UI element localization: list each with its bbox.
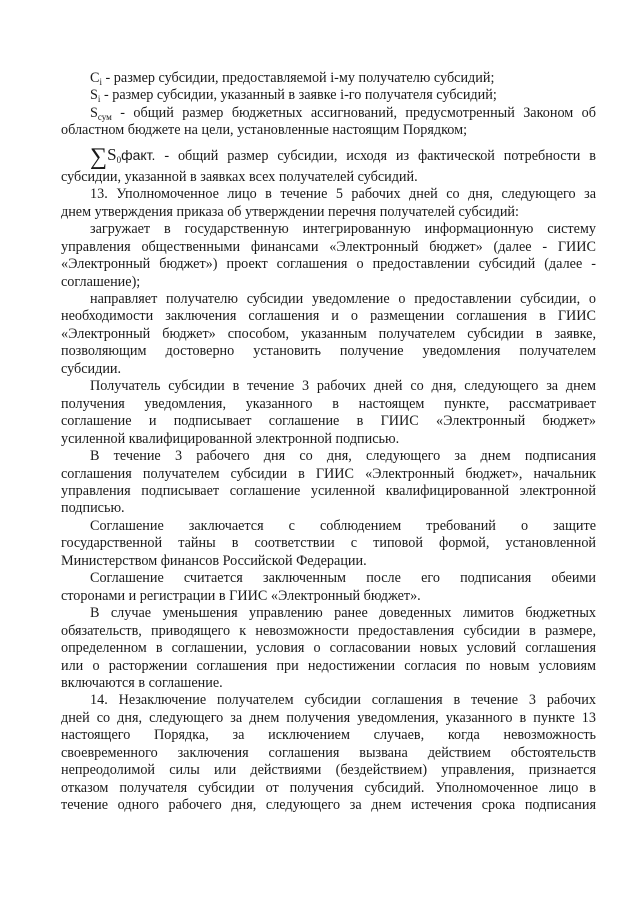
text-line: подписью. (61, 500, 125, 517)
text-line: В течение 3 рабочего дня со дня, следующего за днем подписания (90, 448, 596, 465)
text-line: Соглашение заключается с соблюдением требований о защите (90, 517, 596, 534)
text-line: $S_{сум}$ - общий размер бюджетных ассигнований, предусмотренный Законом об (90, 104, 596, 122)
text-line: областном бюджете на цели, установленные настоящим Порядком; (61, 122, 468, 139)
text-line: $\sum S_0факт$. - общий размер субсидии, исходя из фактической потребности в (90, 143, 596, 169)
text-line: $C_i$ - размер субсидии, предоставляемой i-му получателю субсидий; (90, 70, 495, 87)
paragraph-secrecy (61, 518, 596, 570)
text-line: отказом получателя субсидии от получения субсидий. Уполномоченное лицо в (61, 779, 596, 796)
text-line: соглашение); (61, 273, 141, 290)
text-line: «Электронный бюджет» способом, указанным получателем субсидии в заявке, (61, 325, 596, 342)
text-line: управления общественными финансами «Электронный бюджет» (далее - ГИИС (61, 238, 596, 255)
text-line: «Электронный бюджет») проект соглашения о предоставлении субсидий (далее - (61, 256, 596, 273)
text-line: позволяющим достоверно установить получение уведомления получателем (61, 343, 596, 360)
paragraph-13 (61, 186, 596, 221)
definition-si (90, 87, 596, 104)
text-line: Получатель субсидии в течение 3 рабочих дней со дня, следующего за днем (90, 378, 596, 395)
text-line: В случае уменьшения управлению ранее доведенных лимитов бюджетных (90, 605, 596, 622)
paragraph-13-upload (61, 221, 596, 291)
text-line: $S_i$ - размер субсидии, указанный в заявке i-го получателя субсидий; (90, 87, 497, 105)
text-line: днем утверждения приказа об утверждении перечня получателей субсидий: (61, 203, 519, 220)
text-line: необходимости заключения соглашения и о размещении соглашения в ГИИС (61, 308, 596, 325)
text-line: 14. Незаключение получателем субсидии соглашения в течение 3 рабочих (90, 692, 596, 709)
text-line: дней со дня, следующего за днем получения уведомления, указанного в пункте 13 (61, 709, 596, 726)
text-line: государственной тайны в соответствии с типовой формой, установленной (61, 535, 596, 552)
paragraph-head-signs (61, 448, 596, 518)
text-line: обязательств, приводящего к невозможности предоставления субсидии в размере, (61, 622, 596, 639)
document-page (61, 70, 596, 815)
text-line: настоящего Порядка, за исключением случаев, когда невозможность (61, 727, 596, 744)
definition-sfakt (61, 144, 596, 186)
text-line: течение одного рабочего дня, следующего за днем истечения срока подписания (61, 797, 596, 814)
sum-symbol-icon: ∑ (90, 143, 108, 169)
text-line: сторонами и регистрации в ГИИС «Электронный бюджет». (61, 587, 421, 604)
text-line: или о расторжении соглашения при недостижении согласия по новым условиям (61, 657, 596, 674)
text-line: Соглашение считается заключенным после его подписания обеими (90, 570, 596, 587)
text-line: соглашения получателем субсидии в ГИИС «Электронный бюджет», начальник (61, 465, 596, 482)
text-line: усиленной квалифицированной электронной подписью. (61, 430, 400, 447)
paragraph-recipient-signs (61, 378, 596, 448)
paragraph-limits-reduction (61, 605, 596, 692)
text-line: соглашение и подписывает соглашение в ГИИС «Электронный бюджет» (61, 413, 596, 430)
text-line: получения уведомления, указанного в настоящем пункте, рассматривает (61, 395, 596, 412)
text-line: определенном в соглашении, условия о согласовании новых условий соглашения (61, 640, 596, 657)
text-line: направляет получателю субсидии уведомление о предоставлении субсидии, о (90, 290, 596, 307)
text-line: субсидии, указанной в заявках всех получателей субсидий. (61, 168, 418, 185)
text-line: включаются в соглашение. (61, 674, 223, 691)
paragraph-13-notify (61, 291, 596, 378)
definition-ci (90, 70, 596, 87)
paragraph-14 (61, 692, 596, 814)
text-line: субсидии. (61, 360, 122, 377)
text-line: своевременного заключения соглашения вызвана действием обстоятельств (61, 744, 596, 761)
definition-ssum (61, 105, 596, 140)
paragraph-deemed-concluded (61, 570, 596, 605)
text-line: 13. Уполномоченное лицо в течение 5 рабочих дней со дня, следующего за (90, 186, 596, 203)
text-line: Министерством финансов Российской Федерации. (61, 552, 367, 569)
text-line: непреодолимой силы или действиями (бездействием) управления, признается (61, 762, 596, 779)
text-line: загружает в государственную интегрированную информационную систему (90, 221, 596, 238)
text-line: управления подписывает соглашение усиленной квалифицированной электронной (61, 482, 596, 499)
